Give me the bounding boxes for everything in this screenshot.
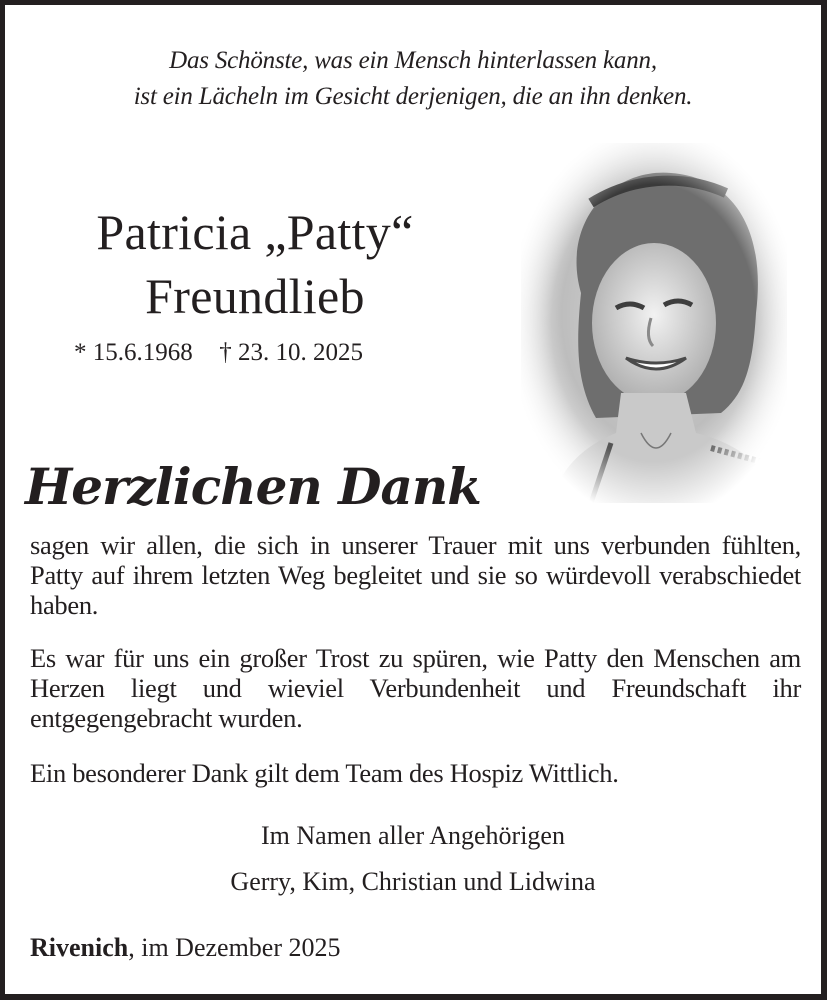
obituary-card bbox=[5, 5, 821, 994]
birth-date: 15.6.1968 bbox=[92, 339, 193, 366]
date-text: , im Dezember 2025 bbox=[128, 933, 341, 962]
motto-line-1: Das Schönste, was ein Mensch hinterlassen kann, bbox=[169, 47, 657, 74]
portrait-photo bbox=[521, 143, 787, 503]
place-name: Rivenich bbox=[30, 933, 129, 962]
thanks-paragraph-1 bbox=[30, 530, 801, 620]
signature-names: Gerry, Kim, Christian und Lidwina bbox=[230, 867, 596, 896]
thanks-paragraph-3 bbox=[30, 758, 801, 788]
thanks-paragraph-2-text: Es war für uns ein großer Trost zu spüren, wie Patty den Menschen am Herzen liegt und wieviel Verbundenheit und Freundschaft ihr entgegengebracht wurden. bbox=[30, 643, 801, 733]
thanks-paragraph-2 bbox=[30, 643, 801, 733]
motto-line-2: ist ein Lächeln im Gesicht derjenigen, die an ihn denken. bbox=[133, 83, 693, 110]
deceased-name-line-2: Freundlieb bbox=[145, 268, 365, 324]
thanks-paragraph-3-text: Ein besonderer Dank gilt dem Team des Hospiz Wittlich. bbox=[30, 758, 619, 788]
death-date: 23. 10. 2025 bbox=[238, 339, 363, 366]
birth-star-icon: * bbox=[74, 339, 87, 366]
deceased-name-line-1: Patricia „Patty“ bbox=[96, 204, 414, 260]
thanks-paragraph-1-text: sagen wir allen, die sich in unserer Trauer mit uns verbunden fühlten, Patty auf ihrem letzten Weg begleitet und sie so würdevoll verabschiedet haben. bbox=[30, 530, 801, 620]
thanks-heading: Herzlichen Dank bbox=[25, 457, 481, 516]
death-cross-icon: † bbox=[219, 339, 232, 366]
portrait-photo-icon bbox=[521, 143, 787, 503]
life-dates bbox=[74, 339, 363, 367]
signature-intro: Im Namen aller Angehörigen bbox=[261, 821, 565, 850]
place-and-date bbox=[30, 933, 341, 963]
